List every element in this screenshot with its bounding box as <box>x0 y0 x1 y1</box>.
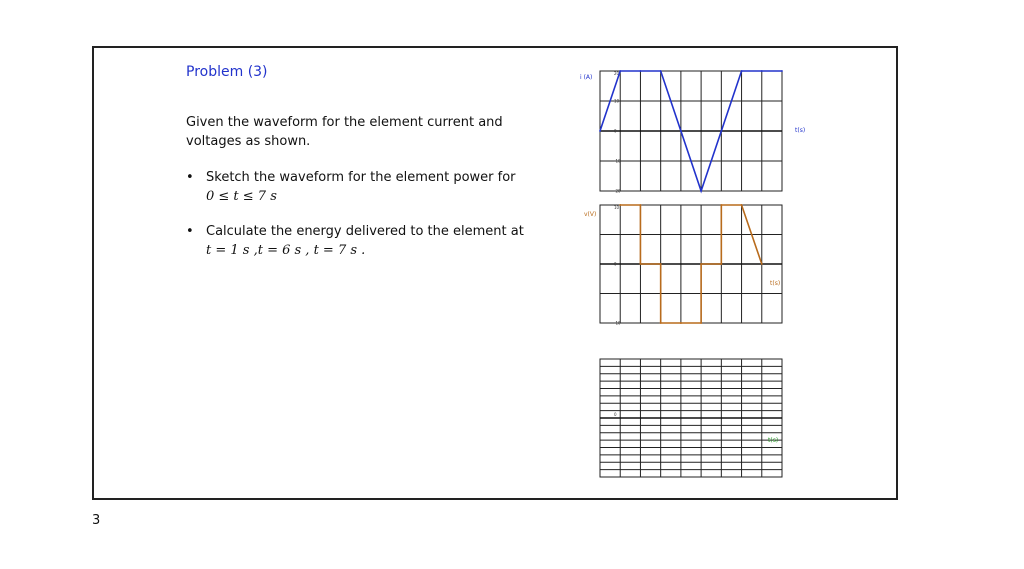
power-xlabel: t(s) <box>768 437 779 444</box>
voltage-data-point <box>741 204 743 206</box>
y-tick-label: -10 <box>614 158 621 164</box>
voltage-data-point <box>700 263 702 265</box>
problem-intro: Given the waveform for the element current and voltages as shown. <box>186 115 503 149</box>
current-data-point <box>680 130 682 132</box>
current-data-point <box>660 70 662 72</box>
y-tick-label: -10 <box>614 320 621 326</box>
y-tick-label: 10 <box>614 98 620 104</box>
current-data-point <box>781 70 783 72</box>
voltage-data-point <box>700 322 702 324</box>
bullet-icon: • <box>186 170 194 185</box>
bullet-math: t = 1 s ,t = 6 s , t = 7 s . <box>206 243 366 258</box>
voltage-data-point <box>640 263 642 265</box>
voltage-data-point <box>640 204 642 206</box>
voltage-data-point <box>761 263 763 265</box>
voltage-data-point <box>720 204 722 206</box>
current-data-point <box>619 70 621 72</box>
current-ylabel: i (A) <box>580 74 593 81</box>
voltage-data-point <box>660 263 662 265</box>
problem-title: Problem (3) <box>186 64 268 80</box>
bullet-text: Sketch the waveform for the element power for <box>206 170 516 185</box>
bullet-item-sketch <box>186 168 558 206</box>
current-data-point <box>640 70 642 72</box>
y-tick-label: 0 <box>614 128 617 134</box>
current-chart <box>560 66 820 194</box>
current-data-point <box>599 130 601 132</box>
voltage-data-point <box>660 322 662 324</box>
y-tick-label: 0 <box>614 412 617 417</box>
power-chart <box>560 354 820 482</box>
current-xlabel: t(s) <box>795 127 806 134</box>
voltage-data-point <box>720 263 722 265</box>
voltage-xlabel: t(s) <box>770 280 781 287</box>
y-tick-label: -20 <box>614 188 621 194</box>
bullet-text: Calculate the energy delivered to the element at <box>206 224 524 239</box>
y-tick-label: 0 <box>614 261 617 267</box>
bullet-item-energy <box>186 222 558 260</box>
current-data-point <box>761 70 763 72</box>
y-tick-label: 20 <box>614 71 620 76</box>
bullet-math: 0 ≤ t ≤ 7 s <box>206 189 277 204</box>
voltage-ylabel: v(V) <box>584 211 597 218</box>
voltage-data-point <box>680 322 682 324</box>
current-data-point <box>720 130 722 132</box>
voltage-data-point <box>619 204 621 206</box>
page-number: 3 <box>92 513 101 528</box>
current-data-point <box>741 70 743 72</box>
y-tick-label: 10 <box>614 205 620 210</box>
voltage-chart <box>560 200 820 328</box>
bullet-icon: • <box>186 224 194 239</box>
current-data-point <box>700 190 702 192</box>
